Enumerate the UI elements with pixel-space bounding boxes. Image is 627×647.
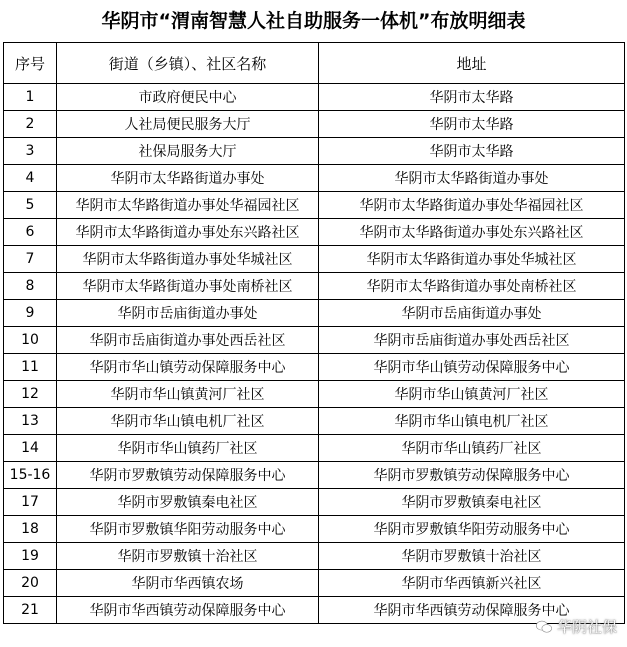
cell-address: 华阴市太华路	[319, 84, 625, 111]
header-index: 序号	[4, 43, 57, 84]
table-row	[4, 381, 625, 408]
table-row	[4, 597, 625, 624]
table-row	[4, 489, 625, 516]
table-row	[4, 165, 625, 192]
cell-index: 11	[4, 354, 57, 381]
cell-index: 14	[4, 435, 57, 462]
cell-address: 华阴市华山镇劳动保障服务中心	[319, 354, 625, 381]
table-row	[4, 300, 625, 327]
table-row	[4, 435, 625, 462]
table-body	[4, 84, 625, 624]
cell-index: 21	[4, 597, 57, 624]
cell-address: 华阴市华西镇新兴社区	[319, 570, 625, 597]
cell-index: 2	[4, 111, 57, 138]
cell-index: 10	[4, 327, 57, 354]
table-row	[4, 570, 625, 597]
cell-address: 华阴市华山镇黄河厂社区	[319, 381, 625, 408]
table-row	[4, 84, 625, 111]
table-row	[4, 327, 625, 354]
cell-name: 华阴市太华路街道办事处东兴路社区	[57, 219, 319, 246]
cell-index: 4	[4, 165, 57, 192]
cell-address: 华阴市岳庙街道办事处西岳社区	[319, 327, 625, 354]
cell-name: 华阴市岳庙街道办事处西岳社区	[57, 327, 319, 354]
cell-index: 20	[4, 570, 57, 597]
data-table	[3, 42, 625, 624]
cell-name: 华阴市华山镇药厂社区	[57, 435, 319, 462]
cell-name: 华阴市罗敷镇劳动保障服务中心	[57, 462, 319, 489]
cell-address: 华阴市太华路	[319, 138, 625, 165]
cell-name: 华阴市华西镇劳动保障服务中心	[57, 597, 319, 624]
cell-address: 华阴市华山镇药厂社区	[319, 435, 625, 462]
cell-index: 17	[4, 489, 57, 516]
cell-address: 华阴市太华路街道办事处南桥社区	[319, 273, 625, 300]
cell-name: 社保局服务大厅	[57, 138, 319, 165]
cell-index: 19	[4, 543, 57, 570]
cell-address: 华阴市岳庙街道办事处	[319, 300, 625, 327]
table-row	[4, 111, 625, 138]
cell-address: 华阴市太华路街道办事处东兴路社区	[319, 219, 625, 246]
cell-name: 华阴市华山镇劳动保障服务中心	[57, 354, 319, 381]
cell-index: 9	[4, 300, 57, 327]
cell-index: 15-16	[4, 462, 57, 489]
cell-address: 华阴市罗敷镇劳动保障服务中心	[319, 462, 625, 489]
cell-index: 1	[4, 84, 57, 111]
cell-name: 市政府便民中心	[57, 84, 319, 111]
cell-address: 华阴市华山镇电机厂社区	[319, 408, 625, 435]
cell-address: 华阴市太华路街道办事处	[319, 165, 625, 192]
cell-index: 8	[4, 273, 57, 300]
cell-index: 13	[4, 408, 57, 435]
cell-index: 3	[4, 138, 57, 165]
cell-address: 华阴市罗敷镇十治社区	[319, 543, 625, 570]
cell-name: 华阴市太华路街道办事处华城社区	[57, 246, 319, 273]
cell-name: 华阴市太华路街道办事处华福园社区	[57, 192, 319, 219]
table-row	[4, 462, 625, 489]
cell-address: 华阴市华西镇劳动保障服务中心	[319, 597, 625, 624]
table-row	[4, 408, 625, 435]
page-title: 华阴市“渭南智慧人社自助服务一体机”布放明细表	[101, 10, 526, 32]
cell-address: 华阴市太华路街道办事处华福园社区	[319, 192, 625, 219]
cell-name: 华阴市太华路街道办事处	[57, 165, 319, 192]
cell-name: 华阴市华山镇电机厂社区	[57, 408, 319, 435]
cell-name: 华阴市罗敷镇十治社区	[57, 543, 319, 570]
cell-name: 人社局便民服务大厅	[57, 111, 319, 138]
cell-name: 华阴市太华路街道办事处南桥社区	[57, 273, 319, 300]
cell-index: 6	[4, 219, 57, 246]
cell-name: 华阴市罗敷镇秦电社区	[57, 489, 319, 516]
table-row	[4, 273, 625, 300]
cell-address: 华阴市罗敷镇华阳劳动服务中心	[319, 516, 625, 543]
cell-index: 18	[4, 516, 57, 543]
cell-address: 华阴市罗敷镇秦电社区	[319, 489, 625, 516]
table-row	[4, 246, 625, 273]
table-header-row	[4, 43, 625, 84]
cell-index: 7	[4, 246, 57, 273]
cell-name: 华阴市罗敷镇华阳劳动服务中心	[57, 516, 319, 543]
cell-index: 12	[4, 381, 57, 408]
cell-address: 华阴市太华路	[319, 111, 625, 138]
table-row	[4, 138, 625, 165]
table-row	[4, 219, 625, 246]
cell-address: 华阴市太华路街道办事处华城社区	[319, 246, 625, 273]
table-row	[4, 192, 625, 219]
table-row	[4, 354, 625, 381]
cell-name: 华阴市华山镇黄河厂社区	[57, 381, 319, 408]
header-address: 地址	[319, 43, 625, 84]
wechat-icon	[535, 620, 553, 634]
watermark	[535, 616, 617, 637]
table-row	[4, 543, 625, 570]
cell-name: 华阴市岳庙街道办事处	[57, 300, 319, 327]
cell-index: 5	[4, 192, 57, 219]
watermark-text: 华阴社保	[556, 618, 617, 636]
cell-name: 华阴市华西镇农场	[57, 570, 319, 597]
table-row	[4, 516, 625, 543]
header-name: 街道（乡镇）、社区名称	[57, 43, 319, 84]
